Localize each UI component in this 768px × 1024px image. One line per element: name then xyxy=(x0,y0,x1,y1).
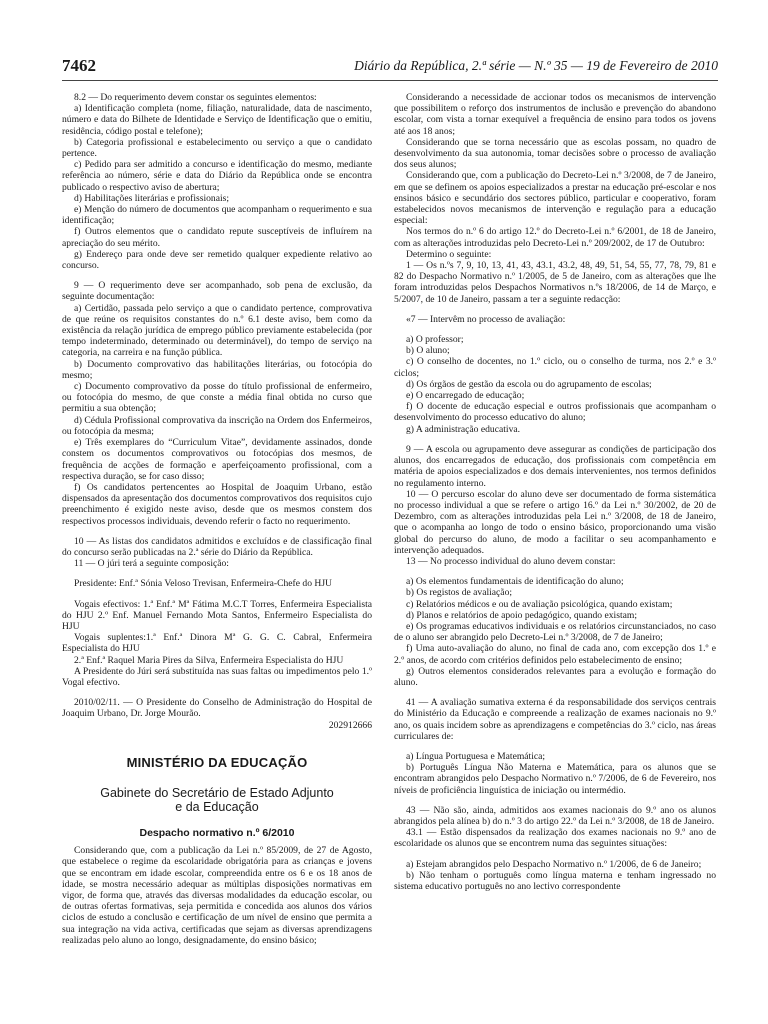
paragraph: 9 — O requerimento deve ser acompanhado, sob pena de exclusão, da seguinte documentação: xyxy=(62,280,372,303)
signature-paragraph: 2010/02/11. — O Presidente do Conselho de Administração do Hospital de Joaquim Urbano, Dr. Jorge Mourão. xyxy=(62,697,372,720)
paragraph: 11 — O júri terá a seguinte composição: xyxy=(74,558,229,570)
paragraph: A Presidente do Júri será substituída nas suas faltas ou impedimentos pelo 1.º Vogal efectivo. xyxy=(62,665,372,688)
paragraph: Vogais suplentes:1.ª Enf.ª Dinora Mª G. G. C. Cabral, Enfermeira Especialista do HJU xyxy=(62,632,372,655)
paragraph: Considerando a necessidade de accionar todos os mecanismos de intervenção que possibilitem o reforço dos instrumentos de inclusão e prevenção do abandono escolar, com vista a tornar exequível a frequência de ensino para todos os jovens até aos 18 anos; xyxy=(394,92,716,137)
left-column xyxy=(62,92,372,946)
page-number: 7462 xyxy=(62,56,96,75)
paragraph: g) A administração educativa. xyxy=(406,423,521,435)
paragraph: 41 — A avaliação sumativa externa é da responsabilidade dos serviços centrais do Ministério da Educação e compreende a realização de exames nacionais no 9.º ano, os quais incidem sobre as aprendizagens e competências do 3.º ciclo, nas áreas curriculares de: xyxy=(394,697,716,742)
paragraph: 43 — Não são, ainda, admitidos aos exames nacionais do 9.º ano os alunos abrangidos pela alínea b) do n.º 3 do artigo 22.º da Lei n.º 3/2008, de 18 de Janeiro. xyxy=(394,804,716,827)
dispatch-title: Despacho normativo n.º 6/2010 xyxy=(139,826,295,839)
paragraph: e) O encarregado de educação; xyxy=(406,390,525,402)
right-column xyxy=(394,92,716,892)
ministry-heading: MINISTÉRIO DA EDUCAÇÃO xyxy=(126,754,308,770)
paragraph: 1 — Os n.ºs 7, 9, 10, 13, 41, 43, 43.1, 43.2, 48, 49, 51, 54, 55, 77, 78, 79, 81 e 82 do Despacho Normativo n.º 1/2005, de 5 de Janeiro, com as alterações que lhe foram introduzidas pelos Despachos Normativos n.ºs 18/2006, de 14 de Março, e 5/2007, de 10 de Janeiro, passam a ter a seguinte redacção: xyxy=(394,260,716,305)
paragraph: Considerando que se torna necessário que as escolas possam, no quadro de desenvolvimento da sua autonomia, tomar decisões sobre o processo de avaliação dos seus alunos; xyxy=(394,136,716,171)
paragraph: a) Identificação completa (nome, filiação, naturalidade, data de nascimento, número e data do Bilhete de Identidade e Serviço de Identificação que o emitiu, residência, código postal e telefone); xyxy=(62,103,372,137)
paragraph: c) Documento comprovativo da posse do título profissional de enfermeiro, ou fotocópia do mesmo, de que conste a média final obtida no curso que permitiu a sua obtenção; xyxy=(62,381,372,415)
paragraph: g) Outros elementos considerados relevantes para a evolução e formação do aluno. xyxy=(394,665,716,688)
paragraph: a) Língua Portuguesa e Matemática; xyxy=(406,750,546,762)
paragraph: Considerando que, com a publicação da Lei n.º 85/2009, de 27 de Agosto, que estabelece o regime da escolaridade obrigatória para as crianças e jovens que se encontram em idade escolar, compreendida entre os 6 e os 18 anos de idade, se mostra necessário adequar as múltiplas disposições normativas em vigor, de forma que, através das diversas modalidades da educação escolar, ou de outras ofertas formativas, seja permitida e concedida aos alunos dos vários ciclos de estudo a conclusão e certificação de um nível de ensino que permita a sua integração na vida activa, certificadas que sejam as diversas aprendizagens realizadas pelo aluno ao longo, designadamente, do ensino básico; xyxy=(62,845,372,946)
paragraph: b) Os registos de avaliação; xyxy=(406,587,513,599)
paragraph: b) Não tenham o português como língua materna e tenham ingressado no sistema educativo português no ano lectivo correspondente xyxy=(394,869,716,892)
paragraph: Presidente: Enf.ª Sónia Veloso Trevisan, Enfermeira-Chefe do HJU xyxy=(74,578,332,590)
paragraph: b) Documento comprovativo das habilitações literárias, ou fotocópia do mesmo; xyxy=(62,358,372,381)
paragraph: f) O docente de educação especial e outros profissionais que acompanham o desenvolvimento do processo educativo do aluno; xyxy=(394,401,716,424)
paragraph: 8.2 — Do requerimento devem constar os seguintes elementos: xyxy=(74,92,317,103)
paragraph: d) Planos e relatórios de apoio pedagógico, quando existam; xyxy=(406,609,637,621)
paragraph: c) Pedido para ser admitido a concurso e identificação do mesmo, mediante referência ao número, série e data do Diário da República onde se encontra publicado o respectivo aviso de abertura; xyxy=(62,159,372,193)
paragraph: b) O aluno; xyxy=(406,345,450,357)
paragraph: f) Os candidatos pertencentes ao Hospital de Joaquim Urbano, estão dispensados da apresentação dos documentos comprovativos dos requisitos cujo preenchimento é exigido neste aviso, desde que os mesmos constem dos respectivos processos individuais, devendo referir o facto no requerimento. xyxy=(62,481,372,527)
paragraph: «7 — Intervêm no processo de avaliação: xyxy=(406,313,566,325)
paragraph: Determino o seguinte: xyxy=(406,248,492,260)
page-header xyxy=(62,56,718,76)
office-line-1: Gabinete do Secretário de Estado Adjunto xyxy=(100,785,334,800)
header-rule xyxy=(62,80,718,81)
paragraph: d) Habilitações literárias e profissionais; xyxy=(74,192,230,204)
paragraph: e) Três exemplares do “Curriculum Vitae”, devidamente assinados, donde constem os documentos comprovativos ou fotocópias dos mesmos, de frequência de acções de formação e aperfeiçoamento profissional, com a respectiva duração, se for caso disso; xyxy=(62,437,372,482)
paragraph: Vogais efectivos: 1.ª Enf.ª Mª Fátima M.C.T Torres, Enfermeira Especialista do HJU 2.º Enf. Manuel Fernando Mota Santos, Enfermeiro Especialista do HJU xyxy=(62,598,372,632)
paragraph: Considerando que, com a publicação do Decreto-Lei n.º 3/2008, de 7 de Janeiro, em que se definem os apoios especializados a prestar na educação pré-escolar e nos ensinos básico e secundário dos sectores público, particular e cooperativo, foram estabelecidos novos mecanismos de intervenção e regulação para a educação especial: xyxy=(394,170,716,227)
paragraph: c) O conselho de docentes, no 1.º ciclo, ou o conselho de turma, nos 2.º e 3.º ciclos; xyxy=(394,356,716,379)
paragraph: d) Os órgãos de gestão da escola ou do agrupamento de escolas; xyxy=(406,378,652,390)
paragraph: 9 — A escola ou agrupamento deve assegurar as condições de participação dos alunos, dos encarregados de educação, dos profissionais com competência em matéria de apoios especializados e dos demais intervenientes, nos termos definidos no regulamento interno. xyxy=(394,443,716,489)
paragraph: a) Certidão, passada pelo serviço a que o candidato pertence, comprovativa de que reúne os requisitos constantes do n.º 6.1 deste aviso, bem como da existência da relação jurídica de emprego público previamente estabelecida (por tempo indeterminado, determinado ou determinável), do tempo de serviço na categoria, na carreira e na função pública. xyxy=(62,302,372,359)
paragraph: 10 — As listas dos candidatos admitidos e excluídos e de classificação final do concurso serão publicadas na 2.ª série do Diário da República. xyxy=(62,535,372,558)
paragraph: b) Português Língua Não Materna e Matemática, para os alunos que se encontram abrangidos pelo Despacho Normativo n.º 7/2006, de 6 de Fevereiro, nos níveis de proficiência linguística de iniciação ou intermédio. xyxy=(394,762,716,796)
paragraph: c) Relatórios médicos e ou de avaliação psicológica, quando existam; xyxy=(406,598,673,610)
office-heading xyxy=(62,786,372,814)
paragraph: f) Outros elementos que o candidato repute susceptíveis de influírem na apreciação do seu mérito. xyxy=(62,226,372,249)
paragraph: a) Os elementos fundamentais de identificação do aluno; xyxy=(406,576,624,588)
paragraph: a) O professor; xyxy=(406,334,464,346)
paragraph: e) Menção do número de documentos que acompanham o requerimento e sua identificação; xyxy=(62,204,372,227)
paragraph: Nos termos do n.º 6 do artigo 12.º do Decreto-Lei n.º 6/2001, de 18 de Janeiro, com as alterações introduzidas pelo Decreto-Lei n.º 209/2002, de 17 de Outubro: xyxy=(394,226,716,249)
paragraph: 10 — O percurso escolar do aluno deve ser documentado de forma sistemática no processo individual a que se refere o artigo 16.º da Lei n.º 30/2002, de 20 de Dezembro, com as alterações introduzidas pela Lei n.º 3/2008, de 18 de Janeiro, que o acompanha ao longo de todo o ensino básico, proporcionando uma visão global do percurso do aluno, de modo a facilitar o seu acompanhamento e intervenção adequados. xyxy=(394,488,716,556)
office-line-2: e da Educação xyxy=(175,799,259,814)
paragraph: d) Cédula Profissional comprovativa da inscrição na Ordem dos Enfermeiros, ou fotocópia da mesma; xyxy=(62,414,372,437)
paragraph: a) Estejam abrangidos pelo Despacho Normativo n.º 1/2006, de 6 de Janeiro; xyxy=(406,858,702,870)
paragraph: e) Os programas educativos individuais e os relatórios circunstanciados, no caso de o aluno ser abrangido pelo Decreto-Lei n.º 3/2008, de 7 de Janeiro; xyxy=(394,620,716,644)
paragraph: 13 — No processo individual do aluno devem constar: xyxy=(406,555,616,567)
paragraph: b) Categoria profissional e estabelecimento ou serviço a que o candidato pertence. xyxy=(62,136,372,160)
paragraph: f) Uma auto-avaliação do aluno, no final de cada ano, com excepção dos 1.º e 2.º anos, de acordo com critérios definidos pelo estabelecimento de ensino; xyxy=(394,643,716,666)
paragraph: 2.ª Enf.ª Raquel Maria Pires da Silva, Enfermeira Especialista do HJU xyxy=(74,654,344,666)
running-head: Diário da República, 2.ª série — N.º 35 — 19 de Fevereiro de 2010 xyxy=(354,58,718,73)
document-code: 202912666 xyxy=(328,719,372,731)
paragraph: g) Endereço para onde deve ser remetido qualquer expediente relativo ao concurso. xyxy=(62,248,372,272)
paragraph: 43.1 — Estão dispensados da realização dos exames nacionais no 9.º ano de escolaridade os alunos que se encontrem numa das seguintes situações: xyxy=(394,827,716,850)
